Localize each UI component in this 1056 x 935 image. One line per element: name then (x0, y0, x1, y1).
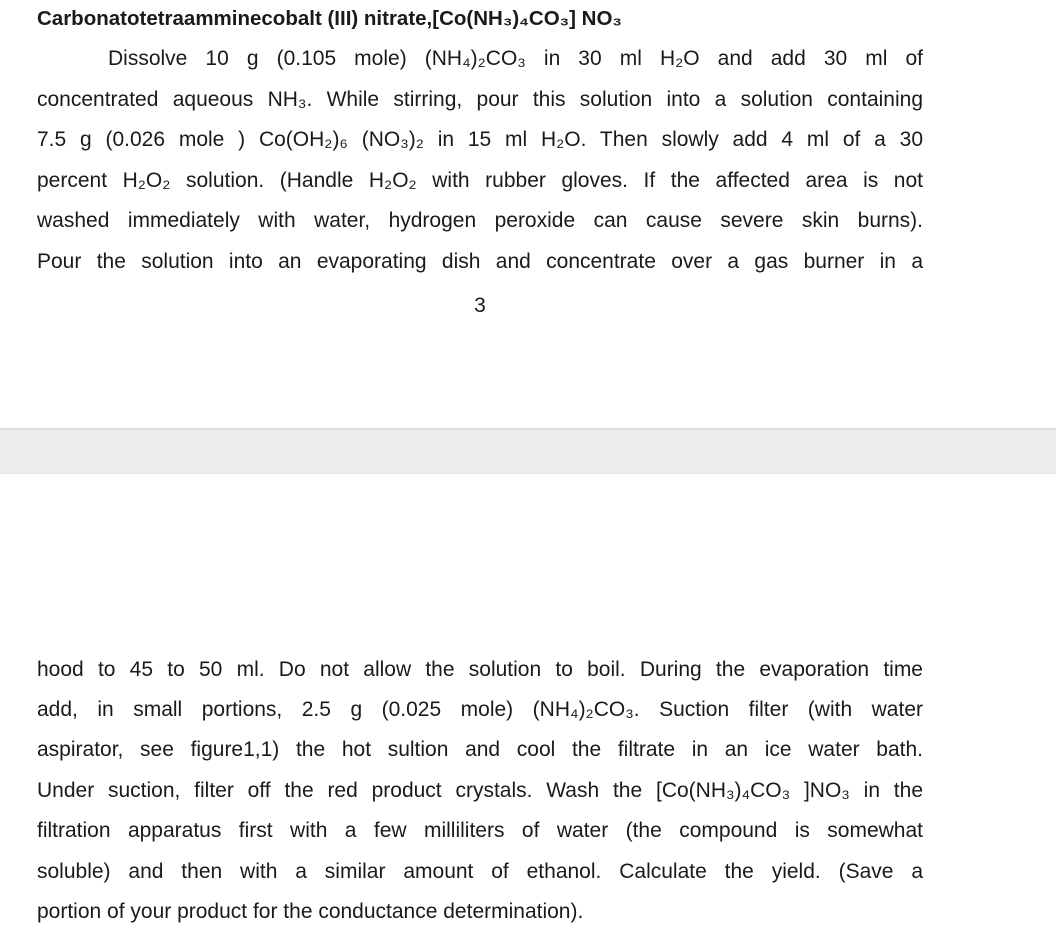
document-heading: Carbonatotetraamminecobalt (III) nitrate,[Co(NH₃)₄CO₃] NO₃ (37, 7, 622, 30)
paragraph-line: portion of your product for the conductance determination). (37, 900, 584, 923)
paragraph-line: hood to 45 to 50 ml. Do not allow the solution to boil. During the evaporation time (37, 658, 923, 681)
page-4 (0, 474, 1056, 935)
paragraph-line: Dissolve 10 g (0.105 mole) (NH₄)₂CO₃ in 30 ml H₂O and add 30 ml of (108, 47, 923, 70)
page-number: 3 (474, 294, 486, 317)
paragraph-line: concentrated aqueous NH₃. While stirring, pour this solution into a solution containing (37, 88, 923, 111)
paragraph-line: add, in small portions, 2.5 g (0.025 mole) (NH₄)₂CO₃. Suction filter (with water (37, 698, 923, 721)
paragraph-line: washed immediately with water, hydrogen peroxide can cause severe skin burns). (37, 209, 923, 232)
paragraph-line: soluble) and then with a similar amount of ethanol. Calculate the yield. (Save a (37, 860, 923, 883)
paragraph-line: filtration apparatus first with a few milliliters of water (the compound is somewhat (37, 819, 923, 842)
paragraph-line: 7.5 g (0.026 mole ) Co(OH₂)₆ (NO₃)₂ in 15 ml H₂O. Then slowly add 4 ml of a 30 (37, 128, 923, 151)
page-separator (0, 428, 1056, 474)
paragraph-line: percent H₂O₂ solution. (Handle H₂O₂ with rubber gloves. If the affected area is not (37, 169, 923, 192)
paragraph-line: aspirator, see figure1,1) the hot sultion and cool the filtrate in an ice water bath. (37, 738, 923, 761)
paragraph-line: Pour the solution into an evaporating dish and concentrate over a gas burner in a (37, 250, 923, 273)
paragraph-line: Under suction, filter off the red product crystals. Wash the [Co(NH₃)₄CO₃ ]NO₃ in the (37, 779, 923, 802)
page-3 (0, 0, 1056, 428)
